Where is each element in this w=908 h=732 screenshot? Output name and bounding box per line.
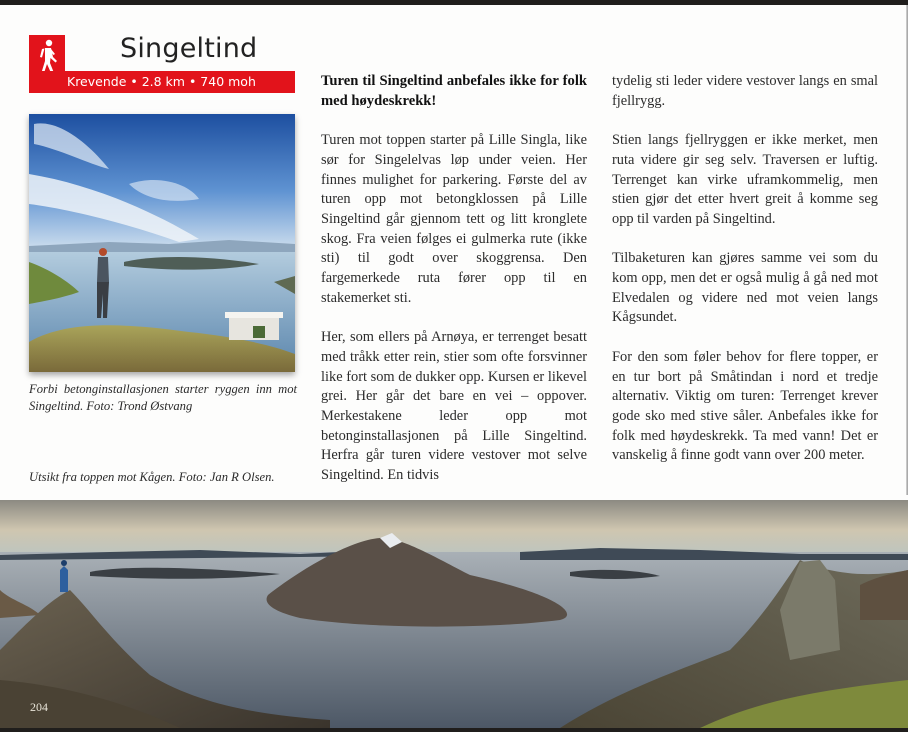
article-paragraph: Turen mot toppen starter på Lille Singla, like sør for Singelelvas løp under veien. Her finnes mulighet for parkering. Første del av turen opp mot betongklossen på Lille Singeltind går gjennom tett og litt kronglete skog. Fra veien følges ei gulmerka rute (ikke sti) til godt over skoggrensa. Den fargemerkede ruta fører opp til en stakemerket sti. [321, 132, 587, 306]
article-paragraph: Her, som ellers på Arnøya, er terrenget besatt med tråkk etter rein, stier som ofte forsvinner like fort som de dukker opp. Kursen er likevel grei. Her går det bare en vei – oppover. Merkestakene leder opp mot betonginstallasjonen på Lille Singeltind. Herfra går turen videre vestover mot selve Singeltind. En tidvis [321, 329, 587, 484]
route-stats-bar: Krevende • 2.8 km • 740 moh [29, 71, 295, 93]
article-paragraph: Stien langs fjellryggen er ikke merket, men ruta videre gir seg selv. Traversen er luftig. Terrenget kan virke uframkommelig, men stien gjør det etter hvert greit å komme seg opp til varden på Singeltind. [612, 132, 878, 227]
article-paragraph: For den som føler behov for flere topper, er en tur bort på Småtindan i nord et tredje alternativ. Viktig om turen: Terrenget krever gode sko med stive såler. Anbefales ikke for folk med høydeskrekk. Ta med vann! Det er vanskelig å finne godt vann over 200 meter. [612, 348, 878, 464]
panorama-from-summit-photo [0, 500, 908, 728]
article-paragraph: Tilbaketuren kan gjøres samme vei som du kom opp, men det er også mulig å gå ned mot Elvedalen og videre ned mot veien langs Kågsundet. [612, 250, 878, 326]
hiker-overlooking-fjord-photo [29, 114, 295, 372]
photo-caption-panorama: Utsikt fra toppen mot Kågen. Foto: Jan R Olsen. [29, 470, 275, 484]
article-column-1 [321, 72, 587, 505]
photo-caption-top: Forbi betonginstallasjonen starter ryggen inn mot Singeltind. Foto: Trond Østvang [29, 382, 297, 413]
article-column-2 [612, 72, 878, 486]
top-border [0, 0, 908, 5]
bottom-border [0, 728, 908, 732]
article-paragraph: tydelig sti leder videre vestover langs en smal fjellrygg. [612, 73, 878, 109]
page-number: 204 [30, 700, 48, 714]
route-title: Singeltind [120, 33, 258, 64]
article-lead: Turen til Singeltind anbefales ikke for folk med høydeskrekk! [321, 73, 587, 109]
